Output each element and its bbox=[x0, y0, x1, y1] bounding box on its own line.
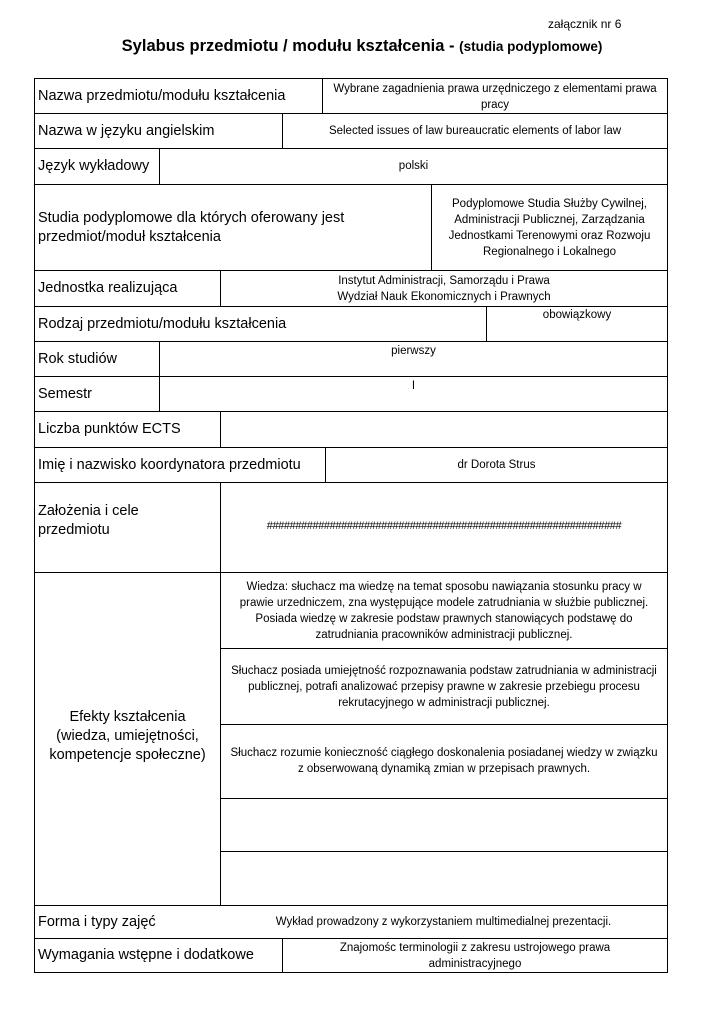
row-studies bbox=[34, 184, 668, 271]
label-requirements: Wymagania wstępne i dodatkowe bbox=[38, 947, 254, 963]
row-semester bbox=[34, 376, 668, 412]
value-course-name: Wybrane zagadnienia prawa urzędniczego z elementami prawa pracy bbox=[322, 79, 667, 113]
value-studies: Podyplomowe Studia Służby Cywilnej, Administracji Publicznej, Zarządzania Jednostkami Terenowymi oraz Rozwoju Regionalnego i Lokalnego bbox=[431, 185, 667, 270]
value-forms: Wykład prowadzony z wykorzystaniem multimedialnej prezentacji. bbox=[275, 916, 612, 928]
label-year: Rok studiów bbox=[38, 350, 117, 367]
row-english-name bbox=[34, 113, 668, 149]
value-english-name: Selected issues of law bureaucratic elements of labor law bbox=[282, 114, 667, 148]
value-coordinator: dr Dorota Strus bbox=[325, 448, 667, 482]
value-goals: ############################################################## bbox=[220, 483, 667, 572]
label-course-type: Rodzaj przedmiotu/modułu kształcenia bbox=[38, 315, 287, 332]
label-course-name: Nazwa przedmiotu/modułu kształcenia bbox=[38, 87, 286, 104]
unit-faculty: Wydział Nauk Ekonomicznych i Prawnych bbox=[337, 291, 551, 303]
outcome-competences: Słuchacz rozumie konieczność ciągłego doskonalenia posiadanej wiedzy w związku z obserwowaną dynamiką zmian w przepisach prawnych. bbox=[221, 724, 667, 798]
row-year bbox=[34, 341, 668, 377]
value-requirements: Znajomośc terminologii z zakresu ustrojowego prawa administracyjnego bbox=[282, 939, 667, 972]
outcomes-list bbox=[220, 573, 667, 905]
value-ects bbox=[220, 412, 667, 447]
row-course-type bbox=[34, 306, 668, 342]
value-course-type: obowiązkowy bbox=[486, 307, 667, 341]
row-requirements bbox=[34, 938, 668, 973]
label-unit: Jednostka realizująca bbox=[38, 280, 178, 296]
label-english-name: Nazwa w języku angielskim bbox=[38, 122, 215, 139]
outcome-knowledge: Wiedza: słuchacz ma wiedzę na temat sposobu nawiązania stosunku pracy w prawie urzedniczem, zna występujące modele zatrudniania w służbie publicznej. Posiada wiedzę w zakresie podstaw prawnych stanowiących podstawę do zatrudniania pracowników administracji publicznej. bbox=[239, 581, 649, 641]
label-outcomes: Efekty kształcenia (wiedza, umiejętności, kompetencje społeczne) bbox=[49, 708, 206, 763]
title-main: Sylabus przedmiotu / modułu kształcenia - bbox=[121, 37, 455, 55]
outcome-empty-2 bbox=[221, 851, 667, 905]
value-unit bbox=[220, 271, 667, 306]
document-title bbox=[0, 37, 724, 56]
value-year: pierwszy bbox=[159, 342, 667, 376]
label-studies: Studia podyplomowe dla których oferowany jest przedmiot/moduł kształcenia bbox=[38, 209, 345, 245]
row-unit bbox=[34, 270, 668, 307]
unit-institute: Instytut Administracji, Samorządu i Prawa bbox=[338, 275, 550, 287]
label-language: Język wykładowy bbox=[38, 158, 150, 174]
row-ects bbox=[34, 411, 668, 448]
row-course-name bbox=[34, 78, 668, 114]
value-language: polski bbox=[159, 149, 667, 184]
label-ects: Liczba punktów ECTS bbox=[38, 421, 181, 437]
label-semester: Semestr bbox=[38, 385, 92, 402]
label-goals: Założenia i cele przedmiotu bbox=[38, 502, 139, 538]
outcome-skills: Słuchacz posiada umiejętność rozpoznawania podstaw zatrudniania w administracji publicznej, potrafi analizować przepisy prawne w zakresie przebiegu procesu rekrutacyjnego w administracji publicznej. bbox=[221, 648, 667, 724]
row-forms bbox=[34, 905, 668, 939]
row-coordinator bbox=[34, 447, 668, 483]
row-language bbox=[34, 148, 668, 185]
value-semester: I bbox=[159, 377, 667, 411]
row-outcomes bbox=[34, 572, 668, 906]
title-suffix: (studia podyplomowe) bbox=[459, 39, 603, 54]
label-forms: Forma i typy zajęć bbox=[38, 913, 156, 930]
annex-number: załącznik nr 6 bbox=[548, 17, 622, 31]
outcome-empty-1 bbox=[221, 798, 667, 851]
row-goals bbox=[34, 482, 668, 573]
label-coordinator: Imię i nazwisko koordynatora przedmiotu bbox=[38, 456, 301, 473]
